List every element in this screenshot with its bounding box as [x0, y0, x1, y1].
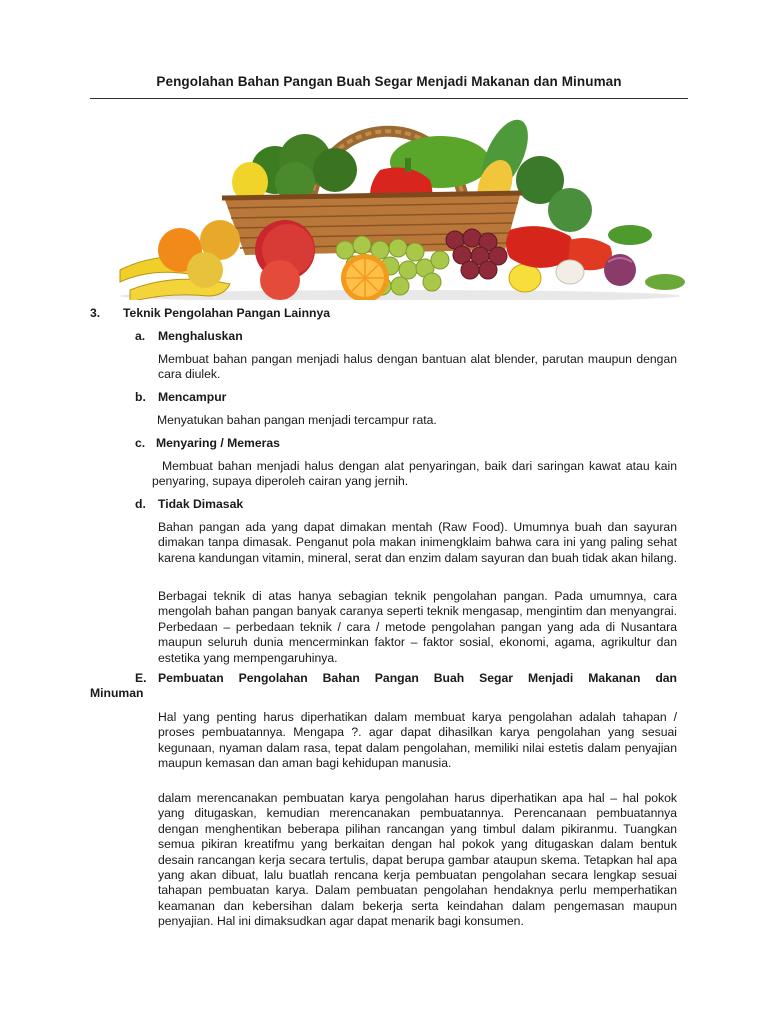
section-e-heading-line2: Minuman: [90, 686, 144, 700]
title-rule: [90, 98, 688, 99]
item-title: Menghaluskan: [158, 329, 243, 343]
item-marker: d.: [135, 497, 146, 511]
page-title: Pengolahan Bahan Pangan Buah Segar Menjadi Makanan dan Minuman: [156, 74, 622, 89]
section-e-paragraph-2: dalam merencanakan pembuatan karya pengolahan harus diperhatikan apa hal – hal pokok yang ditugaskan, kemudian merencanakan pembuatannya. Perencanaan pembuatannya dengan menghentikan beberapa pilihan rancangan yang timbul dalam pikiranmu. Tuangkan semua pikiran kreatifmu yang berkaitan dengan hal pokok yang ditugaskan dalam bentuk desain rancangan kerja secara tertulis, dapat berupa gambar ataupun skema. Tetapkan hal apa yang akan dibuat, lalu buatlah rencana kerja pembuatan pengolahan secara lengkap sesuai tahapan pembuatan karya. Dalam pembuatan pengolahan hendaknya perlu memperhatikan keamanan dan kebersihan dalam bekerja serta keindahan dalam pengemasan maupun penyajian. Hal ini dimaksudkan agar dapat menarik bagi konsumen.: [158, 791, 677, 929]
section-e-title: Pembuatan Pengolahan Bahan Pangan Buah Segar Menjadi Makanan dan: [158, 671, 677, 685]
section-3-heading: [90, 306, 330, 321]
item-a-heading: [135, 329, 243, 344]
item-b-heading: [135, 390, 226, 405]
item-d-text: Bahan pangan ada yang dapat dimakan mentah (Raw Food). Umumnya buah dan sayuran dimakan tanpa dimasak. Penganut pola makan inimengklaim bahwa cara ini yang paling sehat karena kandungan vitamin, mineral, serat dan enzim dalam sayuran dan buah tidak akan hilang.: [158, 520, 677, 565]
fruit-basket-image: [110, 100, 690, 300]
section-number: 3.: [90, 306, 101, 320]
section-e-heading-line1: E. Pembuatan Pengolahan Bahan Pangan Buah Segar Menjadi Makanan dan: [135, 671, 677, 685]
item-marker: c.: [135, 436, 146, 450]
item-title: Tidak Dimasak: [158, 497, 244, 511]
item-title: Menyaring / Memeras: [156, 436, 280, 450]
item-c-text: Membuat bahan menjadi halus dengan alat penyaringan, baik dari saringan kawat atau kain penyaring, supaya diperoleh cairan yang jernih.: [152, 459, 677, 489]
item-a-text: Membuat bahan pangan menjadi halus dengan bantuan alat blender, parutan maupun dengan cara diulek.: [158, 352, 677, 382]
item-c-heading: [135, 436, 280, 451]
section-title: Teknik Pengolahan Pangan Lainnya: [123, 306, 331, 320]
item-marker: a.: [135, 329, 146, 343]
item-d-text-2: Berbagai teknik di atas hanya sebagian teknik pengolahan pangan. Pada umumnya, cara mengolah bahan pangan banyak caranya seperti teknik mengasap, mengintim dan menyangrai. Perbedaan – perbedaan teknik / cara / metode pengolahan pangan yang ada di Nusantara maupun seluruh dunia mencerminkan faktor – faktor sosial, ekonomi, agama, agrikultur dan estetika yang mempengaruhinya.: [158, 589, 677, 665]
item-d-heading: [135, 497, 243, 512]
item-marker: b.: [135, 390, 146, 404]
item-title: Mencampur: [158, 390, 227, 404]
section-e-paragraph-1: Hal yang penting harus diperhatikan dalam membuat karya pengolahan adalah tahapan / proses pembuatannya. Mengapa ?. agar dapat dihasilkan karya pengolahan yang sesuai kegunaan, nyaman dalam rasa, tepat dalam pengolahan, memiliki nilai estetis dalam penyajian maupun kemasan dan aman bagi kehidupan manusia.: [158, 710, 677, 771]
item-b-text: Menyatukan bahan pangan menjadi tercampur rata.: [157, 413, 437, 427]
